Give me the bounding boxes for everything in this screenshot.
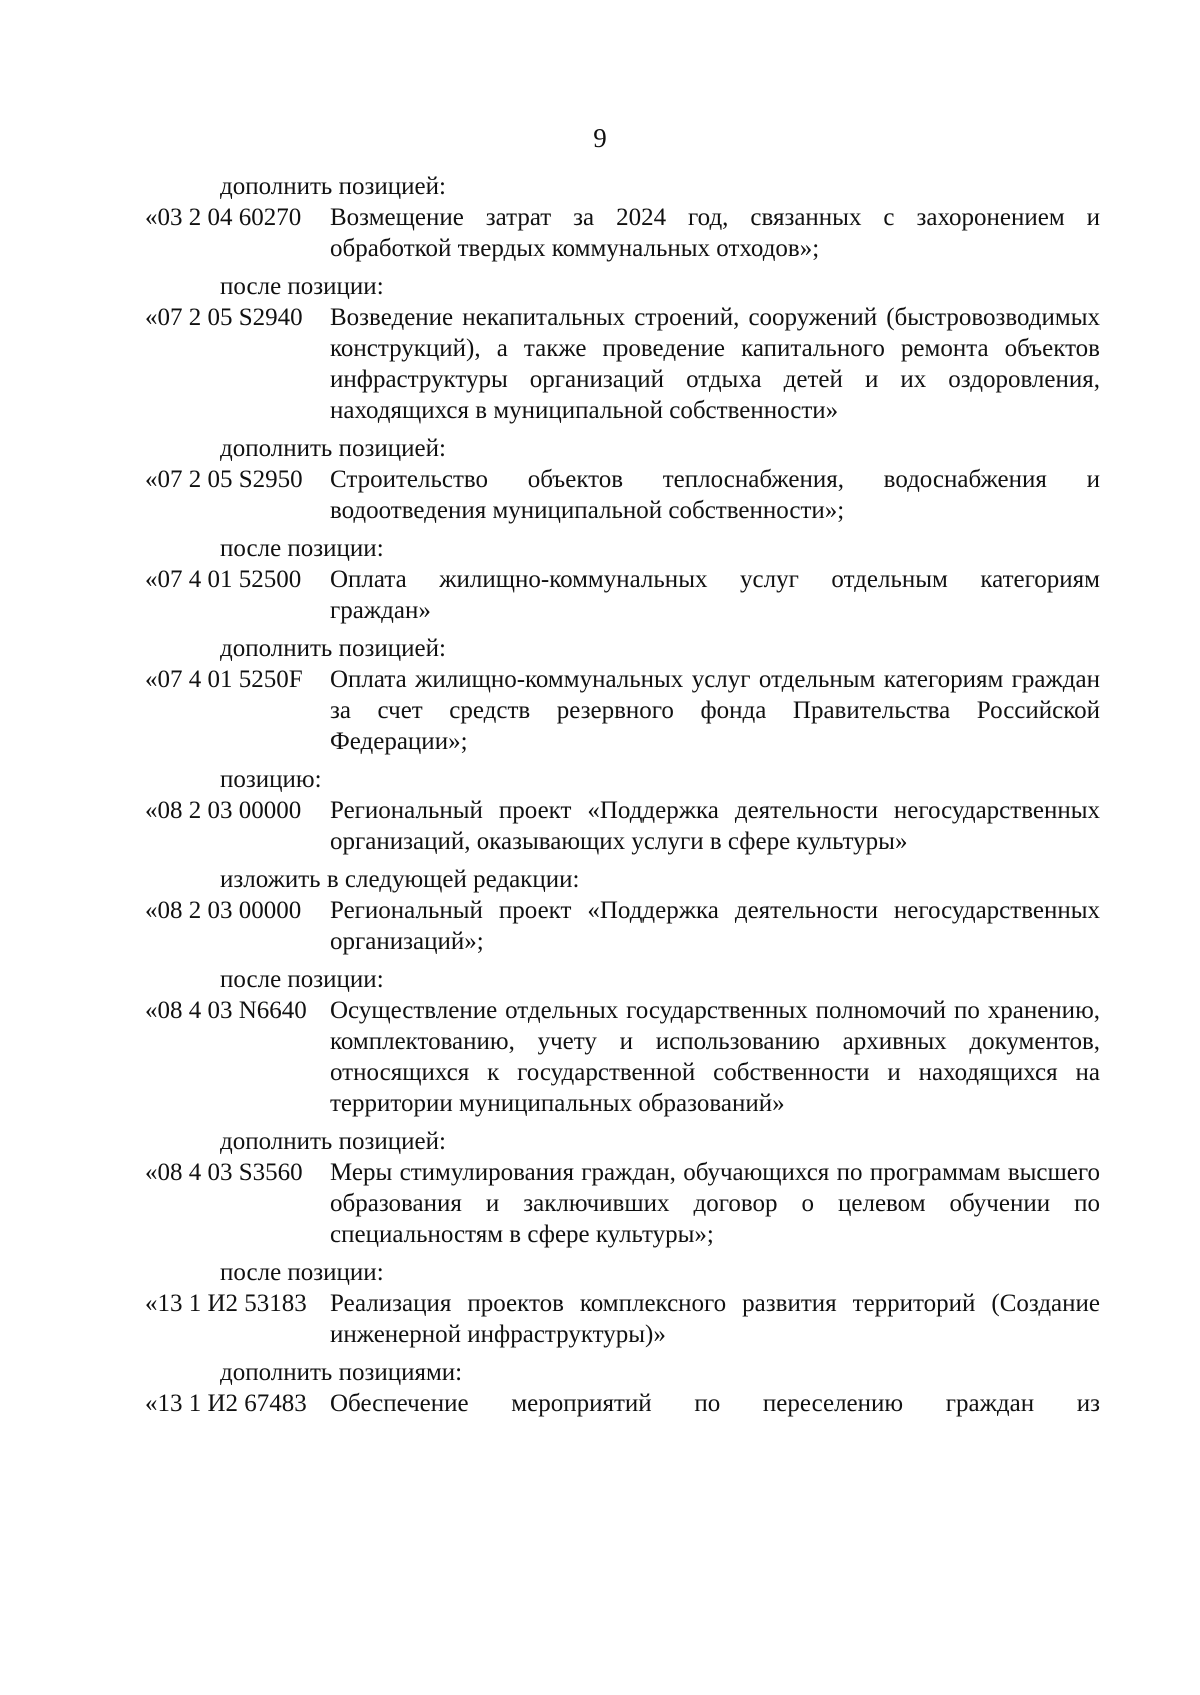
budget-position-entry <box>145 464 1100 526</box>
position-description: Возмещение затрат за 2024 год, связанных с захоронением и обработкой твердых коммунальных отходов»; <box>330 204 1100 262</box>
position-description: Региональный проект «Поддержка деятельности негосударственных организаций»; <box>330 897 1100 955</box>
budget-position-entry <box>145 664 1100 757</box>
budget-position-entry <box>145 1288 1100 1350</box>
position-description: Реализация проектов комплексного развития территорий (Создание инженерной инфраструктуры)» <box>330 1290 1100 1348</box>
budget-position-entry <box>145 795 1100 857</box>
position-description: Осуществление отдельных государственных полномочий по хранению, комплектованию, учету и использованию архивных документов, относящихся к государственной собственности и находящихся на территории муниципальных образований» <box>330 997 1100 1117</box>
budget-position-entry <box>145 1388 1100 1419</box>
instruction-text: дополнить позицией: <box>220 635 446 662</box>
instruction-text: дополнить позицией: <box>220 173 446 200</box>
position-description: Региональный проект «Поддержка деятельности негосударственных организаций, оказывающих услуги в сфере культуры» <box>330 797 1100 855</box>
position-description: Меры стимулирования граждан, обучающихся по программам высшего образования и заключивших договор о целевом обучении по специальностям в сфере культуры»; <box>330 1159 1100 1248</box>
instruction-text: дополнить позициями: <box>220 1359 463 1386</box>
instruction-text: дополнить позицией: <box>220 435 446 462</box>
position-description: Возведение некапитальных строений, сооружений (быстровозводимых конструкций), а также проведение капитального ремонта объектов инфраструктуры организаций отдыха детей и их оздоровления, находящихся в муниципальной собственности» <box>330 304 1100 424</box>
classification-code: «13 1 И2 53183 <box>145 1290 307 1317</box>
classification-code: «07 2 05 S2950 <box>145 466 303 493</box>
classification-code: «13 1 И2 67483 <box>145 1390 307 1417</box>
amendment-list <box>145 171 1100 1420</box>
position-description: Оплата жилищно-коммунальных услуг отдельным категориям граждан за счет средств резервного фонда Правительства Российской Федерации»; <box>330 666 1100 755</box>
classification-code: «07 2 05 S2940 <box>145 304 303 331</box>
classification-code: «08 4 03 N6640 <box>145 997 307 1024</box>
instruction-text: после позиции: <box>220 535 384 562</box>
budget-position-entry <box>145 995 1100 1119</box>
instruction-text: после позиции: <box>220 1259 384 1286</box>
classification-code: «07 4 01 52500 <box>145 566 302 593</box>
position-description: Оплата жилищно-коммунальных услуг отдельным категориям граждан» <box>330 566 1100 624</box>
budget-position-entry <box>145 202 1100 264</box>
classification-code: «08 2 03 00000 <box>145 897 302 924</box>
budget-position-entry <box>145 1157 1100 1250</box>
instruction-text: после позиции: <box>220 273 384 300</box>
instruction-text: после позиции: <box>220 966 384 993</box>
instruction-text: дополнить позицией: <box>220 1128 446 1155</box>
position-description: Строительство объектов теплоснабжения, водоснабжения и водоотведения муниципальной собственности»; <box>330 466 1100 524</box>
instruction-text: изложить в следующей редакции: <box>220 866 580 893</box>
position-description: Обеспечение мероприятий по переселению граждан из <box>330 1390 1100 1417</box>
classification-code: «08 2 03 00000 <box>145 797 302 824</box>
budget-position-entry <box>145 895 1100 957</box>
page-number: 9 <box>593 123 607 153</box>
instruction-text: позицию: <box>220 766 322 793</box>
classification-code: «07 4 01 5250F <box>145 666 303 693</box>
budget-position-entry <box>145 564 1100 626</box>
budget-position-entry <box>145 302 1100 426</box>
classification-code: «08 4 03 S3560 <box>145 1159 303 1186</box>
classification-code: «03 2 04 60270 <box>145 204 302 231</box>
